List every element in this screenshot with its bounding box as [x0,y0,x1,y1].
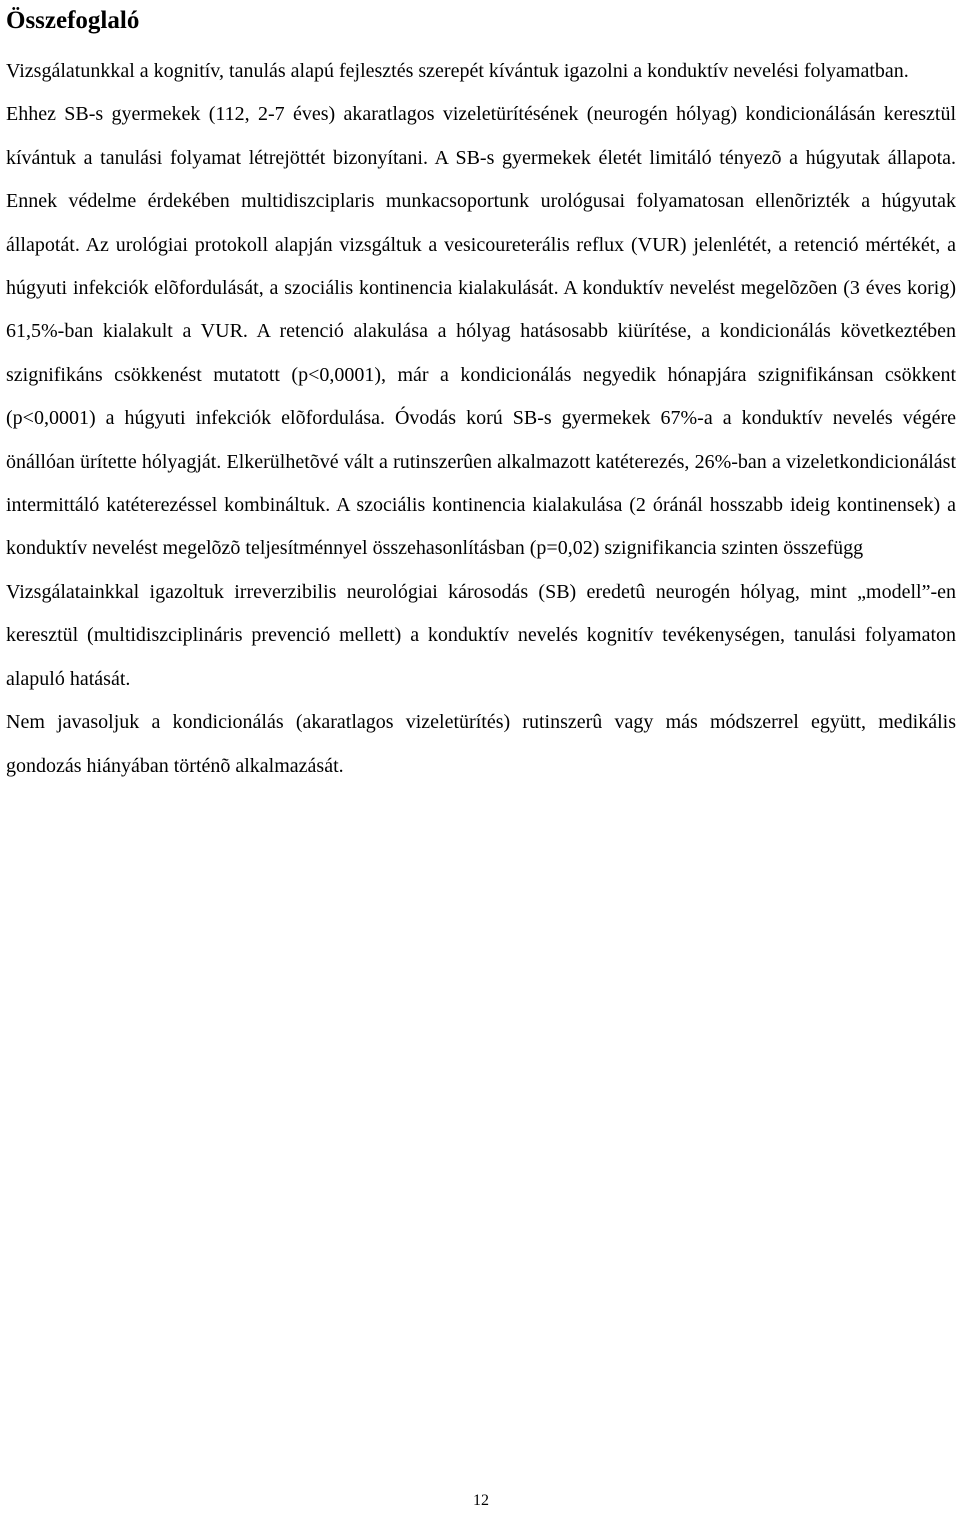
paragraph-intro: Vizsgálatunkkal a kognitív, tanulás alapú fejlesztés szerepét kívántuk igazolni a konduktív nevelési folyamatban. [6,60,909,82]
paragraph-recommendation: Nem javasoljuk a kondicionálás (akaratlagos vizeletürítés) rutinszerû vagy más módszerrel együtt, medikális gondozás hiányában történõ alkalmazását. [6,711,956,777]
paragraph-methods-results: Ehhez SB-s gyermekek (112, 2-7 éves) akaratlagos vizeletürítésének (neurogén hólyag) kondicionálásán keresztül kívántuk a tanulási folyamat létrejöttét bizonyítani. A SB-s gyermekek életét limitáló tényezõ a húgyutak állapota. Ennek védelme érdekében multidiszciplaris munkacsoportunk urológusai folyamatosan ellenõrizték a húgyutak állapotát. Az urológiai protokoll alapján vizsgáltuk a vesicoureterális reflux (VUR) jelenlétét, a retenció mértékét, a húgyuti infekciók elõfordulását, a szociális kontinencia kialakulását. A konduktív nevelést megelõzõen (3 éves korig) 61,5%-ban kialakult a VUR. A retenció alakulása a hólyag hatásosabb kiürítése, a kondicionálás következtében szignifikáns csökkenést mutatott (p<0,0001), már a kondicionálás negyedik hónapjára szignifikánsan csökkent (p<0,0001) a húgyuti infekciók elõfordulása. Óvodás korú SB-s gyermekek 67%-a a konduktív nevelés végére önállóan ürítette hólyagját. Elkerülhetõvé vált a rutinszerûen alkalmazott katéterezés, 26%-ban a vizeletkondicionálást intermittáló katéterezéssel kombináltuk. A szociális kontinencia kialakulása (2 óránál hosszabb ideig kontinensek) a konduktív nevelést megelõzõ teljesítménnyel összehasonlításban (p=0,02) szignifikancia szinten összefügg [6,103,956,560]
section-heading: Összefoglaló [6,7,140,34]
paragraph-conclusion: Vizsgálatainkkal igazoltuk irreverzibilis neurológiai károsodás (SB) eredetû neurogén hólyag, mint „modell”-en keresztül (multidiszciplináris prevenció mellett) a konduktív nevelés kognitív tevékenységen, tanulási folyamaton alapuló hatását. [6,580,956,690]
document-page [6,0,956,1513]
summary-body [6,50,956,788]
page-number: 12 [473,1492,489,1509]
